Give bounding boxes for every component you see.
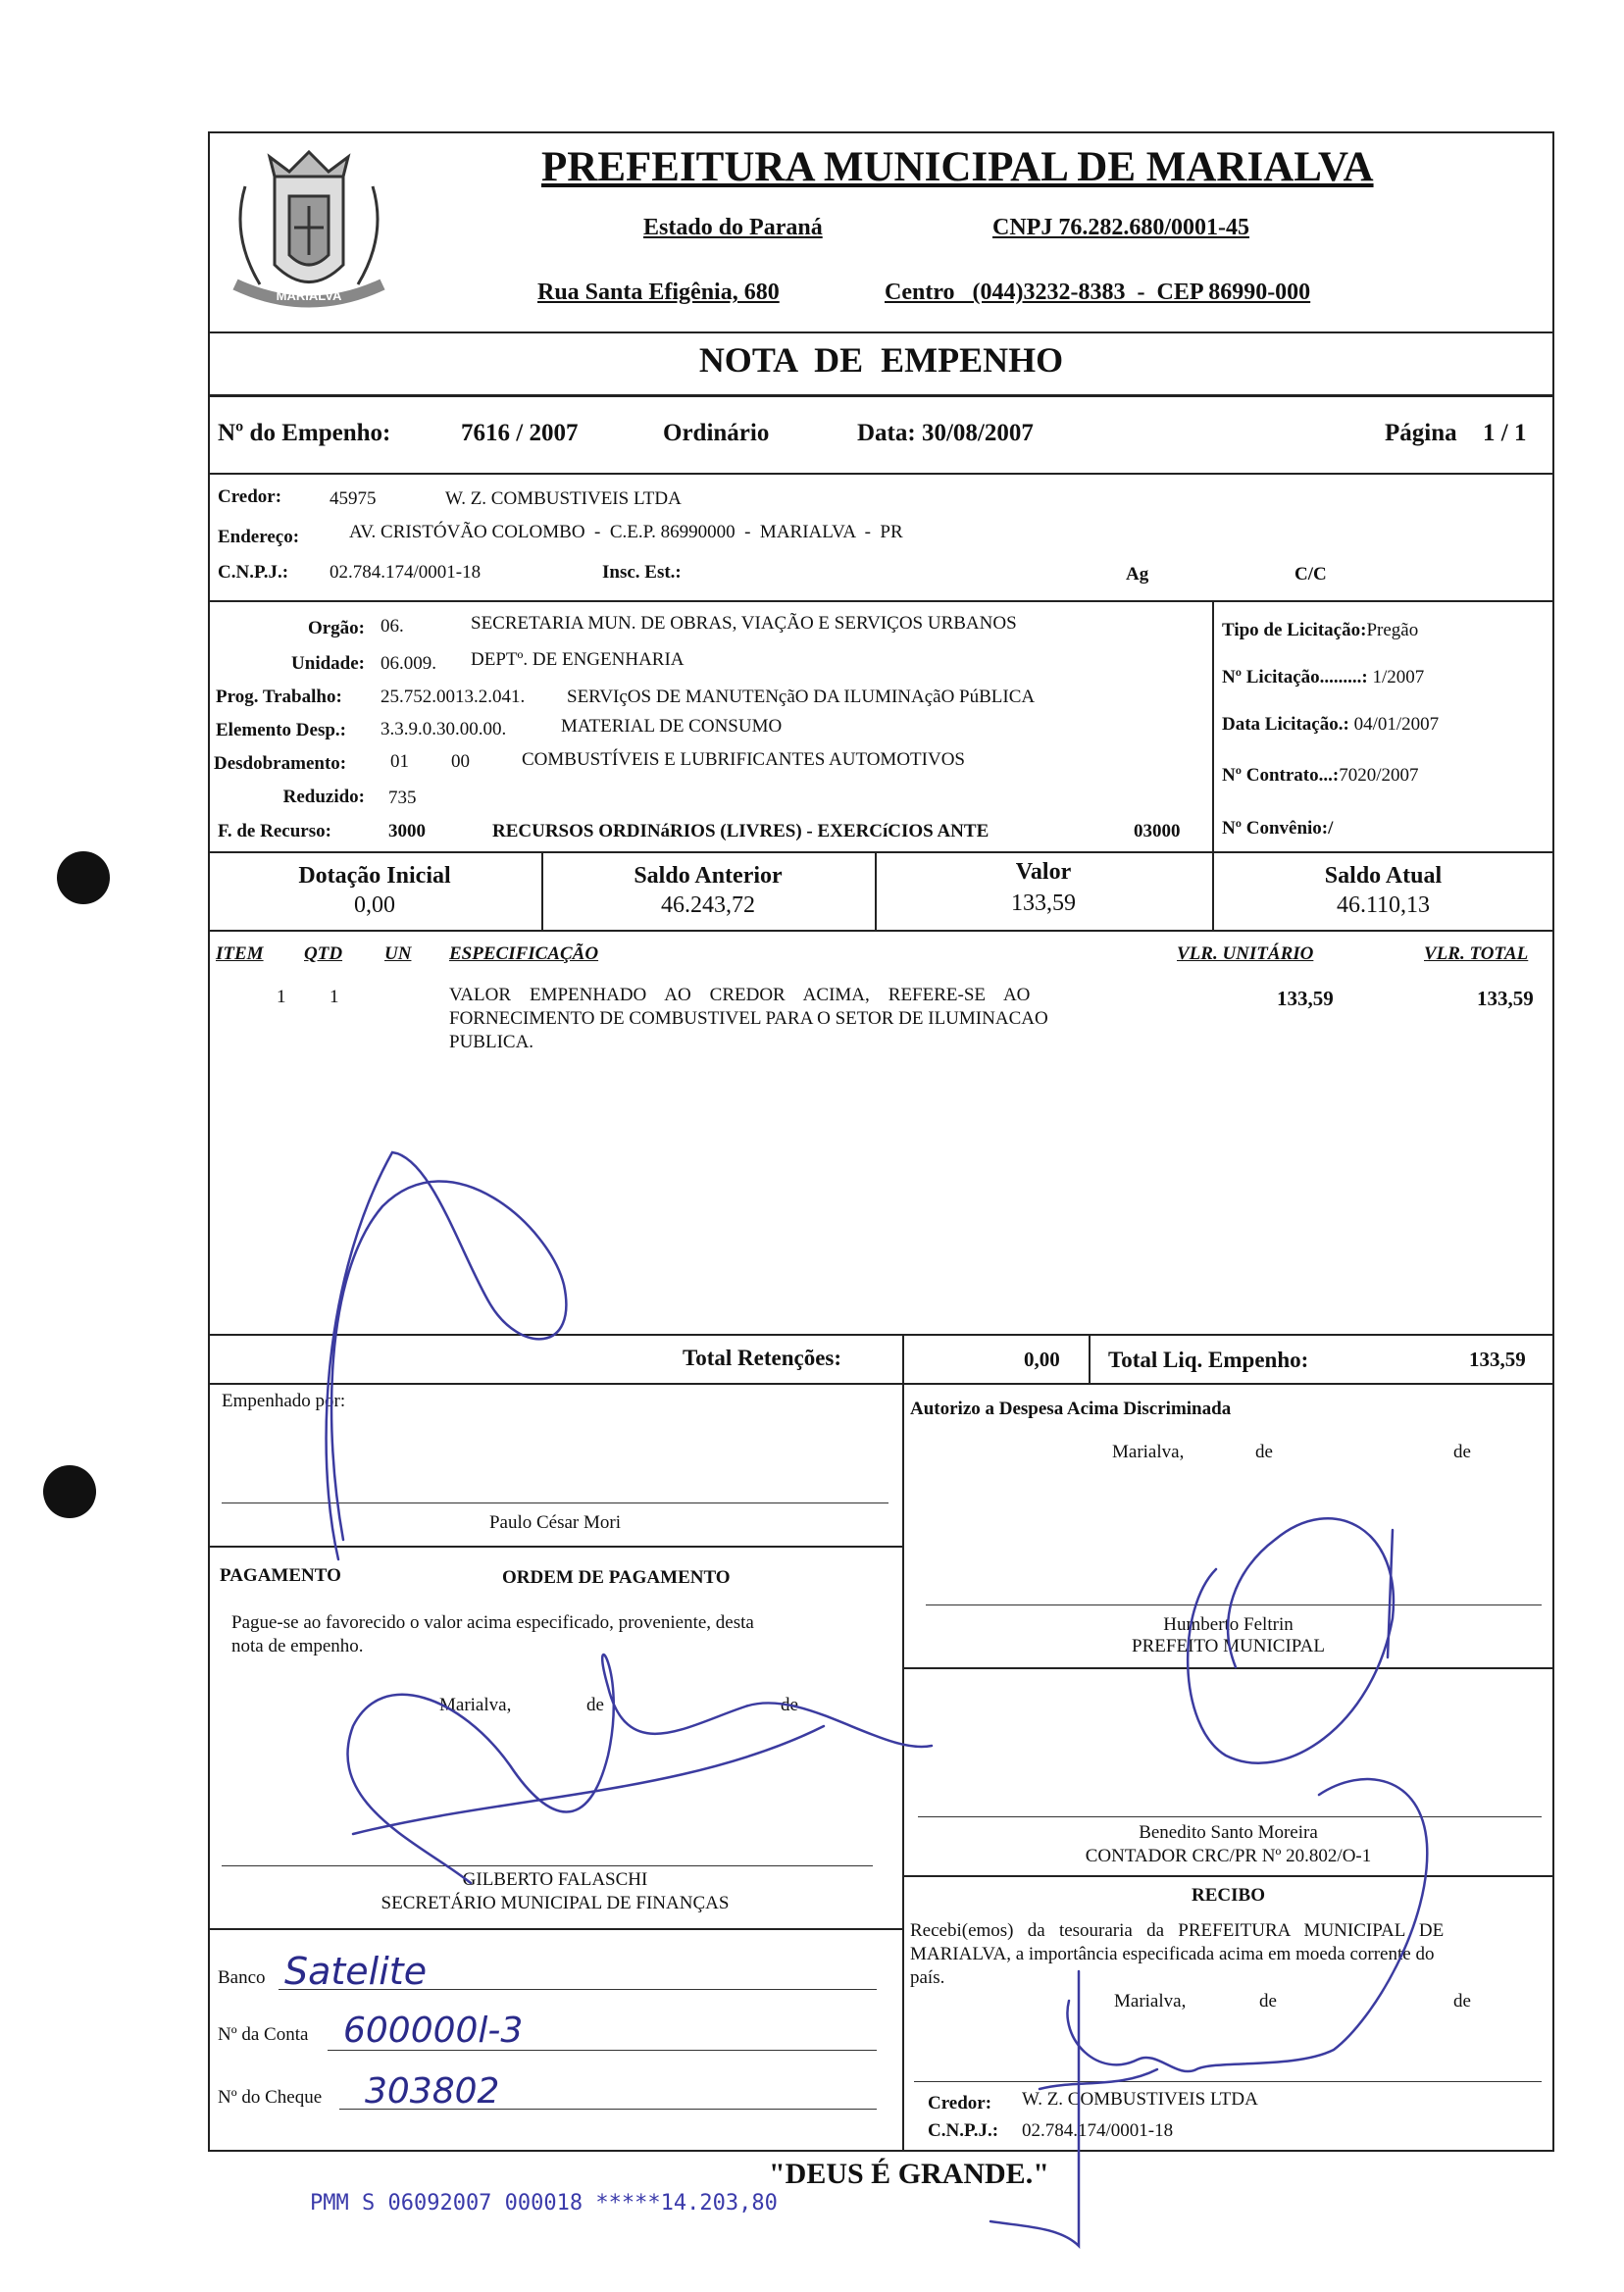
doc-title: NOTA DE EMPENHO (698, 340, 1064, 380)
reduzido: 735 (388, 788, 417, 808)
numero-licitacao-value: 1/2007 (1367, 667, 1425, 688)
empenho-type: Ordinário (663, 420, 770, 446)
autorizo-local: Marialva, (1112, 1442, 1185, 1462)
item-number: 1 (277, 987, 286, 1007)
elemento-code: 3.3.9.0.30.00.00. (381, 719, 507, 739)
pagamento-local: Marialva, (439, 1695, 512, 1715)
prefeito-nome: Humberto Feltrin (1163, 1614, 1294, 1635)
prog-code: 25.752.0013.2.041. (381, 687, 526, 707)
pagamento-de2: de (781, 1695, 798, 1715)
recurso-code2: 03000 (1134, 821, 1181, 841)
banco-value: Satelite (284, 1950, 428, 1993)
contato-prefeitura: Centro (044)3232-8383 - CEP 86990-000 (885, 280, 1311, 305)
orgao: SECRETARIA MUN. DE OBRAS, VIAÇÃO E SERVIÇOS URBANOS (471, 613, 1017, 634)
valor-label: Valor (1015, 859, 1072, 885)
convenio: Nº Convênio:/ (1222, 818, 1334, 839)
endereco-prefeitura: Rua Santa Efigênia, 680 (537, 280, 780, 305)
item-qtd: 1 (330, 987, 339, 1007)
unidade-code: 06.009. (381, 653, 436, 674)
numero-licitacao-label: Nº Licitação.........: (1222, 667, 1368, 688)
autorizo-label: Autorizo a Despesa Acima Discriminada (910, 1399, 1232, 1419)
tipo-licitacao-label: Tipo de Licitação: (1222, 620, 1367, 640)
empenho-label: Nº do Empenho: (218, 420, 391, 446)
contador-nome: Benedito Santo Moreira (1139, 1822, 1318, 1843)
tipo-licitacao-value: Pregão (1366, 620, 1419, 640)
item-spec-line2: FORNECIMENTO DE COMBUSTIVEL PARA O SETOR DE ILUMINACAO (449, 1008, 1048, 1029)
credor-code: 45975 (330, 488, 377, 509)
prefeito-cargo: PREFEITO MUNICIPAL (1132, 1636, 1325, 1656)
retencoes-label: Total Retenções: (683, 1346, 842, 1370)
endereco-label: Endereço: (218, 527, 300, 547)
recibo-local: Marialva, (1114, 1991, 1187, 2012)
recibo-credor: W. Z. COMBUSTIVEIS LTDA (1022, 2089, 1258, 2110)
header-vlr-total: VLR. TOTAL (1424, 943, 1529, 964)
recibo-line1: Recebi(emos) da tesouraria da PREFEITURA MUNICIPAL DE (910, 1920, 1445, 1941)
contador-cargo: CONTADOR CRC/PR Nº 20.802/O-1 (1085, 1846, 1372, 1866)
cheque-value: 303802 (365, 2071, 500, 2112)
header-un: UN (384, 943, 412, 964)
recibo-cnpj: 02.784.174/0001-18 (1022, 2120, 1174, 2141)
saldo-atual-value: 46.110,13 (1336, 892, 1431, 918)
credor-cnpj: 02.784.174/0001-18 (330, 562, 482, 583)
pagamento-texto2: nota de empenho. (231, 1636, 364, 1656)
cheque-label: Nº do Cheque (218, 2087, 323, 2108)
credor-label: Credor: (218, 486, 282, 507)
seal-text: MARIALVA (276, 288, 342, 303)
liquido-value: 133,59 (1469, 1348, 1526, 1371)
recibo-de1: de (1259, 1991, 1277, 2012)
orgao-label: Orgão: (307, 618, 365, 638)
empenhado-nome: Paulo César Mori (488, 1512, 622, 1533)
recurso-code: 3000 (388, 821, 426, 841)
saldo-anterior-value: 46.243,72 (661, 892, 755, 918)
prog-label: Prog. Trabalho: (216, 687, 342, 707)
conta-label: Nº da Conta (218, 2024, 309, 2045)
signature-prefeito (1188, 1518, 1394, 1762)
saldo-anterior-label: Saldo Anterior (634, 863, 783, 889)
elemento: MATERIAL DE CONSUMO (561, 716, 783, 737)
item-spec-line3: PUBLICA. (449, 1032, 534, 1052)
motto: "DEUS É GRANDE." (769, 2158, 1049, 2190)
cc-label: C/C (1294, 564, 1327, 585)
header-especificacao: ESPECIFICAÇÃO (449, 943, 599, 964)
pagamento-texto1: Pague-se ao favorecido o valor acima especificado, proveniente, desta (231, 1612, 754, 1633)
header-vlr-unitario: VLR. UNITÁRIO (1177, 943, 1314, 964)
page-number: 1 / 1 (1483, 420, 1527, 446)
valor-value: 133,59 (1011, 891, 1076, 916)
elemento-label: Elemento Desp.: (216, 720, 346, 740)
pagamento-label: PAGAMENTO (220, 1565, 341, 1586)
desdob-label: Desdobramento: (214, 753, 347, 774)
secretario-nome: GILBERTO FALASCHI (462, 1869, 648, 1890)
recibo-line3: país. (910, 1967, 945, 1988)
cnpj-label: C.N.P.J.: (218, 562, 289, 583)
estado: Estado do Paraná (643, 215, 823, 240)
recibo-title: RECIBO (1192, 1885, 1265, 1906)
item-spec-line1: VALOR EMPENHADO AO CREDOR ACIMA, REFERE-SE AO (449, 985, 1031, 1005)
unidade-label: Unidade: (291, 653, 365, 674)
secretario-cargo: SECRETÁRIO MUNICIPAL DE FINANÇAS (381, 1893, 730, 1913)
recibo-de2: de (1453, 1991, 1471, 2012)
prog: SERVIçOS DE MANUTENçãO DA ILUMINAçãO PúBLICA (567, 687, 1036, 707)
pagamento-de1: de (586, 1695, 604, 1715)
banco-label: Banco (218, 1967, 266, 1988)
item-total-value: 133,59 (1477, 987, 1534, 1010)
orgao-code: 06. (381, 616, 404, 637)
recibo-line2: MARIALVA, a importância especificada acima em moeda corrente do (910, 1944, 1435, 1964)
ag-label: Ag (1126, 564, 1149, 585)
autorizo-de2: de (1453, 1442, 1471, 1462)
data-licitacao-label: Data Licitação.: (1222, 714, 1349, 735)
cnpj-prefeitura: CNPJ 76.282.680/0001-45 (992, 215, 1249, 240)
signature-contador (1067, 1779, 1427, 2071)
desdob: COMBUSTÍVEIS E LUBRIFICANTES AUTOMOTIVOS (522, 749, 965, 770)
ordem-pagamento: ORDEM DE PAGAMENTO (502, 1567, 731, 1588)
recurso-label: F. de Recurso: (218, 821, 331, 841)
unidade: DEPTº. DE ENGENHARIA (471, 649, 685, 670)
prefeitura-title: PREFEITURA MUNICIPAL DE MARIALVA (541, 144, 1374, 190)
item-unit-value: 133,59 (1277, 987, 1334, 1010)
conta-value: 600000l-3 (343, 2011, 524, 2051)
header-item: ITEM (216, 943, 264, 964)
signature-empenhado (327, 1152, 567, 1559)
reduzido-label: Reduzido: (282, 787, 365, 807)
contrato-value: 7020/2007 (1339, 765, 1419, 786)
autorizo-de1: de (1255, 1442, 1273, 1462)
contrato-label: Nº Contrato...: (1222, 765, 1340, 786)
credor-name: W. Z. COMBUSTIVEIS LTDA (445, 488, 682, 509)
dotacao-inicial-value: 0,00 (354, 892, 395, 918)
credor-endereco: AV. CRISTÓVÃO COLOMBO - C.E.P. 86990000 - MARIALVA - PR (349, 522, 903, 542)
saldo-atual-label: Saldo Atual (1324, 863, 1443, 889)
recurso: RECURSOS ORDINáRIOS (LIVRES) - EXERCíCIOS ANTE (492, 821, 990, 841)
page-label: Página (1385, 420, 1457, 446)
signature-secretario (347, 1655, 932, 1883)
desdob-code2: 00 (451, 751, 470, 772)
liquido-label: Total Liq. Empenho: (1108, 1348, 1309, 1372)
retencoes-value: 0,00 (1024, 1348, 1060, 1371)
dotacao-inicial-label: Dotação Inicial (298, 863, 451, 889)
empenhado-label: Empenhado por: (222, 1391, 346, 1411)
data-licitacao-value: 04/01/2007 (1348, 714, 1440, 735)
recibo-credor-label: Credor: (928, 2093, 992, 2114)
recibo-cnpj-label: C.N.P.J.: (928, 2120, 999, 2141)
empenho-date: Data: 30/08/2007 (857, 420, 1034, 446)
payment-stamp: PMM S 06092007 000018 *****14.203,80 (310, 2191, 778, 2216)
insc-label: Insc. Est.: (602, 562, 682, 583)
empenho-number: 7616 / 2007 (461, 420, 579, 446)
header-qtd: QTD (304, 943, 343, 964)
desdob-code1: 01 (390, 751, 409, 772)
